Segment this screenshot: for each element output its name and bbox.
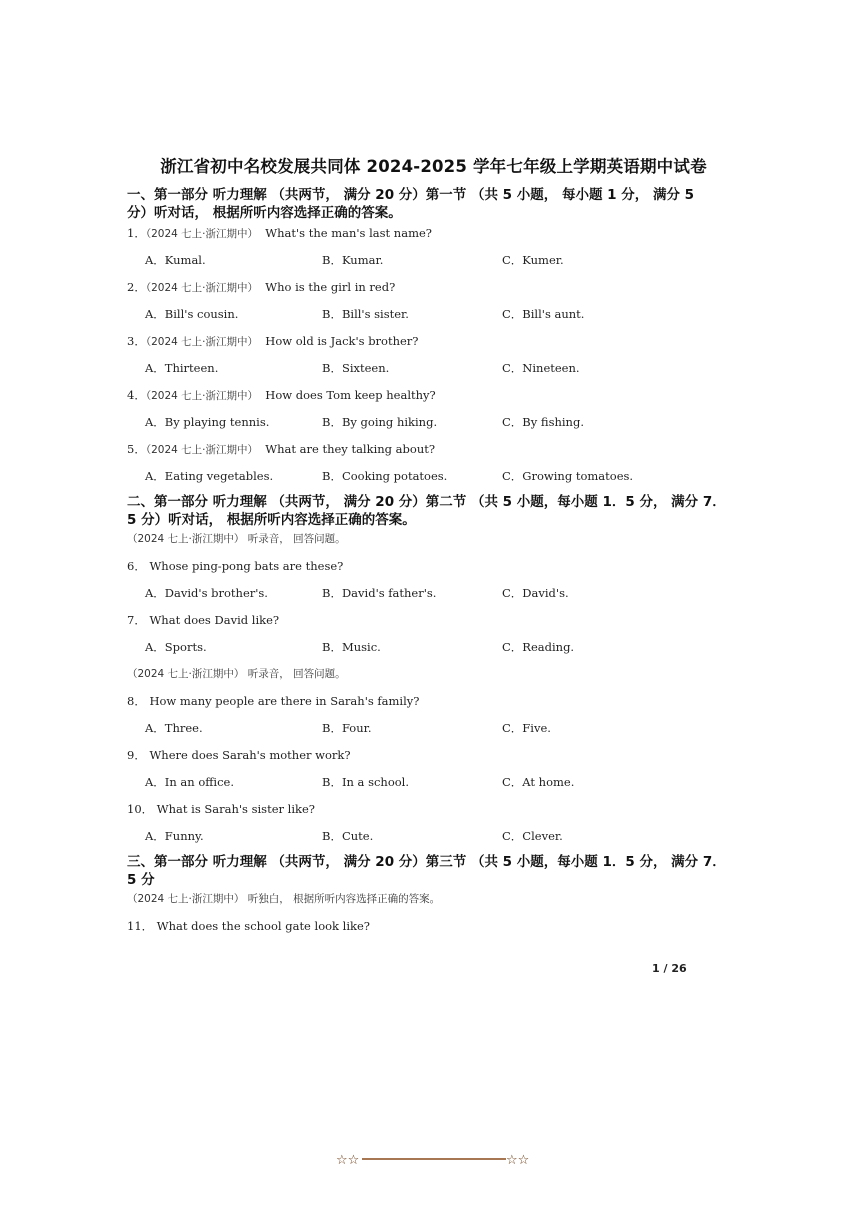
option-b: B．Sixteen. [322, 361, 390, 375]
question-number: 7． [127, 613, 146, 627]
question-text: How does Tom keep healthy? [265, 388, 436, 402]
option-b: B．Cooking potatoes. [322, 469, 448, 483]
section-1-header-line1: 一、第一部分 听力理解 （共两节， 满分 20 分）第一节 （共 5 小题， 每小题 1 分， 满分 5 [127, 187, 695, 203]
page-title: 浙江省初中名校发展共同体 2024-2025 学年七年级上学期英语期中试卷 [160, 157, 707, 176]
instruction-line: （2024 七上·浙江期中） 听录音， 回答问题。 [127, 533, 346, 545]
question-text: Who is the girl in red? [265, 280, 396, 294]
question-source: （2024 七上·浙江期中） [145, 336, 258, 348]
question-source: （2024 七上·浙江期中） [145, 444, 258, 456]
option-b: B．Kumar. [322, 253, 384, 267]
question-text: How old is Jack's brother? [265, 334, 419, 348]
question-8 [127, 693, 419, 709]
option-a: A．David's brother's. [145, 586, 268, 600]
option-b: B．Music. [322, 640, 381, 654]
question-number: 4． [127, 388, 146, 402]
question-text: What is Sarah's sister like? [156, 802, 315, 816]
option-c: C．David's. [502, 586, 569, 600]
option-c: C．At home. [502, 775, 575, 789]
question-5 [127, 441, 435, 457]
question-text: What are they talking about? [265, 442, 436, 456]
option-b: B．Bill's sister. [322, 307, 409, 321]
question-text: Where does Sarah's mother work? [149, 748, 351, 762]
question-9 [127, 747, 351, 763]
question-1 [127, 225, 432, 241]
option-c: C．Clever. [502, 829, 563, 843]
question-text: Whose ping-pong bats are these? [149, 559, 344, 573]
question-text: What's the man's last name? [265, 226, 432, 240]
option-a: A．Bill's cousin. [145, 307, 239, 321]
option-c: C．Five. [502, 721, 551, 735]
option-c: C．By fishing. [502, 415, 584, 429]
section-2-header-line1: 二、第一部分 听力理解 （共两节， 满分 20 分）第二节 （共 5 小题，每小题 1．5 分， 满分 7． [127, 494, 726, 510]
star-icon: ☆☆ [336, 1153, 360, 1167]
option-b: B．In a school. [322, 775, 409, 789]
question-text: What does David like? [149, 613, 280, 627]
option-a: A．In an office. [145, 775, 235, 789]
option-a: A．Funny. [145, 829, 204, 843]
question-11 [127, 918, 370, 934]
question-7 [127, 612, 279, 628]
star-icon: ☆☆ [506, 1153, 530, 1167]
option-a: A．Sports. [145, 640, 207, 654]
option-c: C．Reading. [502, 640, 575, 654]
question-3 [127, 333, 418, 349]
question-number: 8． [127, 694, 146, 708]
question-number: 9． [127, 748, 146, 762]
page-number: 1 / 26 [652, 962, 687, 975]
option-b: B．By going hiking. [322, 415, 438, 429]
question-number: 1． [127, 226, 146, 240]
section-3-header-line1: 三、第一部分 听力理解 （共两节， 满分 20 分）第三节 （共 5 小题，每小题 1．5 分， 满分 7． [127, 854, 726, 870]
option-c: C．Kumer. [502, 253, 564, 267]
option-b: B．Four. [322, 721, 372, 735]
instruction-line: （2024 七上·浙江期中） 听录音， 回答问题。 [127, 668, 346, 680]
option-c: C．Bill's aunt. [502, 307, 585, 321]
question-number: 5． [127, 442, 146, 456]
question-number: 3． [127, 334, 146, 348]
section-2-header-line2: 5 分）听对话， 根据所听内容选择正确的答案。 [127, 512, 416, 528]
option-a: A．Thirteen. [145, 361, 219, 375]
footer-divider [336, 1151, 532, 1167]
option-b: B．Cute. [322, 829, 374, 843]
option-c: C．Growing tomatoes. [502, 469, 634, 483]
question-source: （2024 七上·浙江期中） [145, 282, 258, 294]
option-a: A．Eating vegetables. [145, 469, 274, 483]
question-text: How many people are there in Sarah's family? [149, 694, 420, 708]
question-number: 11． [127, 919, 154, 933]
question-text: What does the school gate look like? [156, 919, 370, 933]
section-3-header-line2: 5 分 [127, 872, 155, 888]
question-10 [127, 801, 315, 817]
option-c: C．Nineteen. [502, 361, 580, 375]
option-a: A．Three. [145, 721, 203, 735]
option-a: A．Kumal. [145, 253, 206, 267]
question-4 [127, 387, 436, 403]
question-source: （2024 七上·浙江期中） [145, 390, 258, 402]
question-number: 6． [127, 559, 146, 573]
question-source: （2024 七上·浙江期中） [145, 228, 258, 240]
section-1-header-line2: 分）听对话， 根据所听内容选择正确的答案。 [127, 205, 402, 221]
option-a: A．By playing tennis. [145, 415, 270, 429]
option-b: B．David's father's. [322, 586, 437, 600]
question-2 [127, 279, 395, 295]
question-number: 10． [127, 802, 154, 816]
question-number: 2． [127, 280, 146, 294]
instruction-line: （2024 七上·浙江期中） 听独白， 根据所听内容选择正确的答案。 [127, 893, 441, 905]
question-6 [127, 558, 343, 574]
